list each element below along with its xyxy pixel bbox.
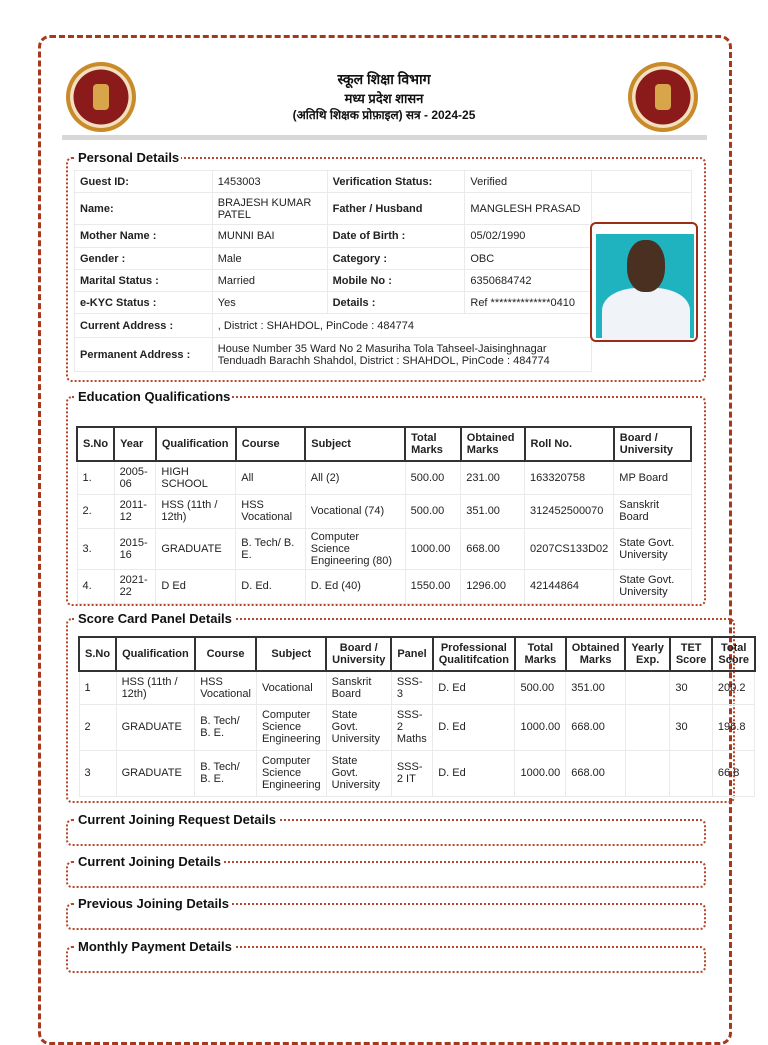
table-cell: 3 [79,750,116,796]
table-cell: MP Board [614,461,691,494]
applicant-photo [590,222,698,342]
table-cell: 1000.00 [515,750,566,796]
table-cell [625,750,669,796]
table-cell: 2011-12 [114,494,156,528]
section-title: Current Joining Request Details [78,812,276,827]
table-cell: HSS Vocational [195,671,257,704]
field-value: , District : SHAHDOL, PinCode : 484774 [212,314,592,338]
table-cell: 500.00 [515,671,566,704]
joining-request-section [66,812,706,846]
table-cell: 200.2 [712,671,755,704]
table-cell: All (2) [305,461,405,494]
profile-session-title: (अतिथि शिक्षक प्रोफ़ाइल) सत्र - 2024-25 [292,108,476,122]
previous-joining-section [66,896,706,930]
field-value: 05/02/1990 [465,225,592,248]
column-header: Professional Qualitifcation [433,637,515,671]
table-cell: 4. [77,569,114,603]
department-title: स्कूल शिक्षा विभाग [337,71,431,87]
table-cell: HSS (11th / 12th) [156,494,236,528]
field-label: Category : [327,248,465,270]
table-cell: Vocational [256,671,326,704]
column-header: Total Score [712,637,755,671]
section-title: Score Card Panel Details [78,611,232,626]
table-cell: Vocational (74) [305,494,405,528]
table-cell: 2015-16 [114,528,156,569]
field-label: Details : [327,292,465,314]
column-header: Yearly Exp. [625,637,669,671]
table-cell: 0207CS133D02 [525,528,614,569]
table-cell: State Govt. University [326,704,391,750]
field-label: Name: [75,193,213,225]
table-cell: 351.00 [461,494,525,528]
field-label: Marital Status : [75,270,213,292]
table-cell: 500.00 [405,461,461,494]
field-label: Mobile No : [327,270,465,292]
field-label: Gender : [75,248,213,270]
table-cell: B. Tech/ B. E. [195,704,257,750]
table-cell: D. Ed. [236,569,305,603]
field-value: BRAJESH KUMAR PATEL [212,193,327,225]
table-cell: 231.00 [461,461,525,494]
table-cell: 30 [670,704,713,750]
column-header: S.No [77,427,114,461]
table-cell: B. Tech/ B. E. [236,528,305,569]
field-label: Mother Name : [75,225,213,248]
field-value: 6350684742 [465,270,592,292]
table-row [75,338,692,372]
field-value: Male [212,248,327,270]
table-cell: 500.00 [405,494,461,528]
empty-cell [592,171,692,193]
table-cell: Computer Science Engineering (80) [305,528,405,569]
table-cell: 668.00 [461,528,525,569]
field-value: Ref **************0410 [465,292,592,314]
table-cell: 1000.00 [405,528,461,569]
field-value: MUNNI BAI [212,225,327,248]
table-cell: 1 [79,671,116,704]
table-cell: 312452500070 [525,494,614,528]
field-label: Father / Husband [327,193,465,225]
table-cell: 1296.00 [461,569,525,603]
column-header: Board / University [614,427,691,461]
government-title: मध्य प्रदेश शासन [344,91,424,106]
table-cell: GRADUATE [116,750,195,796]
table-cell: 2 [79,704,116,750]
table-row [77,494,691,528]
table-cell: D. Ed [433,671,515,704]
table-cell: 351.00 [566,671,626,704]
field-label: Guest ID: [75,171,213,193]
table-cell: All [236,461,305,494]
column-header: Subject [305,427,405,461]
table-row [77,528,691,569]
field-label: Verification Status: [327,171,465,193]
table-cell: SSS-2 Maths [391,704,432,750]
table-cell: Computer Science Engineering [256,704,326,750]
column-header: Qualification [116,637,195,671]
table-cell: SSS-3 [391,671,432,704]
table-cell: 668.00 [566,750,626,796]
table-cell: SSS-2 IT [391,750,432,796]
header-divider [62,135,707,140]
field-label: Current Address : [75,314,213,338]
table-cell: 163320758 [525,461,614,494]
table-cell: 30 [670,671,713,704]
column-header: Board / University [326,637,391,671]
field-value: OBC [465,248,592,270]
table-cell: 196.8 [712,704,755,750]
table-cell: B. Tech/ B. E. [195,750,257,796]
column-header: Obtained Marks [566,637,626,671]
section-title: Personal Details [78,150,180,165]
section-title: Monthly Payment Details [78,939,232,954]
table-cell: D Ed [156,569,236,603]
table-cell: GRADUATE [156,528,236,569]
table-cell: D. Ed (40) [305,569,405,603]
score-card-table [78,636,756,797]
column-header: Course [195,637,257,671]
empty-cell [592,193,692,225]
column-header: S.No [79,637,116,671]
column-header: Roll No. [525,427,614,461]
field-label: e-KYC Status : [75,292,213,314]
field-value: House Number 35 Ward No 2 Masuriha Tola Tahseel-Jaisinghnagar Tenduadh Barachh Shahdol, District : SHAHDOL, PinCode : 484774 [212,338,592,372]
section-title: Previous Joining Details [78,896,229,911]
table-cell: HSS (11th / 12th) [116,671,195,704]
table-row [77,461,691,494]
table-row [79,750,755,796]
section-title: Current Joining Details [78,854,222,869]
education-table [76,426,692,604]
table-cell: State Govt. University [326,750,391,796]
table-cell: Computer Science Engineering [256,750,326,796]
column-header: Year [114,427,156,461]
table-cell: Sanskrit Board [326,671,391,704]
monthly-payment-section [66,939,706,973]
table-row [75,193,692,225]
field-value: Yes [212,292,327,314]
column-header: Course [236,427,305,461]
table-cell: 66.8 [712,750,755,796]
table-row [75,171,692,193]
table-row [77,569,691,603]
table-cell: State Govt. University [614,569,691,603]
field-value: 1453003 [212,171,327,193]
column-header: Qualification [156,427,236,461]
field-label: Date of Birth : [327,225,465,248]
table-cell: 1550.00 [405,569,461,603]
table-cell: HSS Vocational [236,494,305,528]
column-header: Panel [391,637,432,671]
table-cell: D. Ed [433,704,515,750]
table-cell [670,750,713,796]
table-cell [625,671,669,704]
column-header: Subject [256,637,326,671]
table-cell: 668.00 [566,704,626,750]
table-cell: 1. [77,461,114,494]
table-cell: GRADUATE [116,704,195,750]
column-header: Total Marks [405,427,461,461]
table-cell: 2005-06 [114,461,156,494]
column-header: TET Score [670,637,713,671]
field-value: Married [212,270,327,292]
table-cell: D. Ed [433,750,515,796]
table-cell [625,704,669,750]
table-row [79,704,755,750]
table-row [79,671,755,704]
table-cell: 42144864 [525,569,614,603]
table-cell: State Govt. University [614,528,691,569]
field-value: MANGLESH PRASAD [465,193,592,225]
table-cell: 2021-22 [114,569,156,603]
column-header: Total Marks [515,637,566,671]
table-cell: 2. [77,494,114,528]
table-cell: Sanskrit Board [614,494,691,528]
table-cell: 3. [77,528,114,569]
section-title: Education Qualifications [78,389,231,404]
table-cell: 1000.00 [515,704,566,750]
column-header: Obtained Marks [461,427,525,461]
field-value: Verified [465,171,592,193]
current-joining-section [66,854,706,888]
field-label: Permanent Address : [75,338,213,372]
table-cell: HIGH SCHOOL [156,461,236,494]
